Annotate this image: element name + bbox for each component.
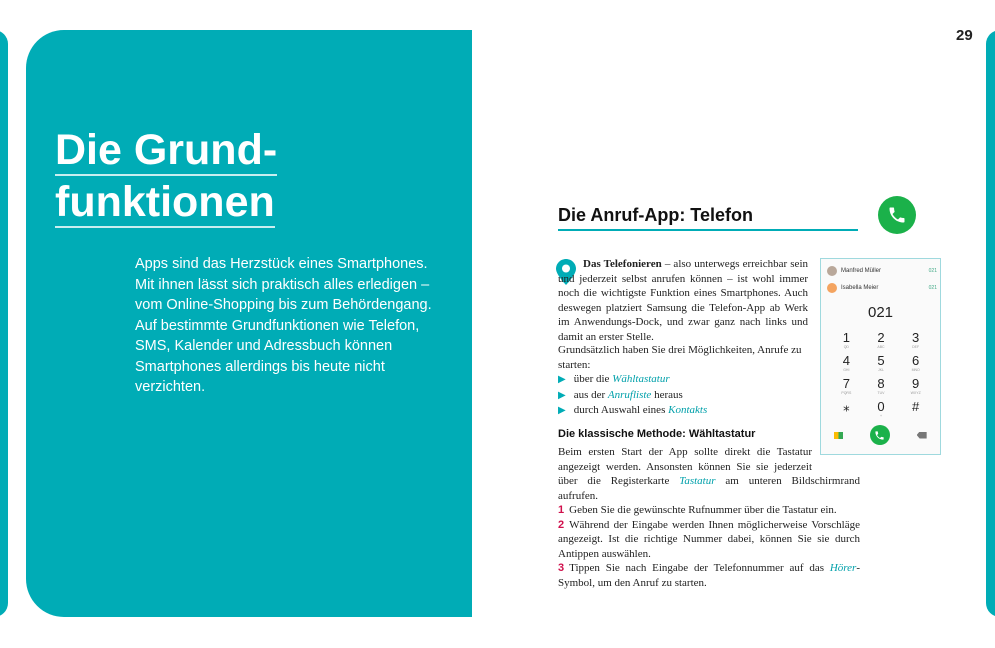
keypad-key: 4 GHI [842,353,850,372]
suggestion-contact: Manfred Müller 021 [827,266,937,276]
paragraph-intro: Das Telefonieren – also unterwegs erreichbar sein und jederzeit selbst anrufen können – ist wohl immer noch die wichtigste Funktion eines Smartphones. Auch deswegen platziert Samsung die Telefon-App ab Werk im Anwendungs-Dock, und zwar ganz nach links und damit an erster Stelle. [558,258,808,343]
phone-icon [878,196,916,234]
avatar [827,283,837,293]
keypad-key: 8 TUV [877,376,885,395]
section-heading: Die Anruf-App: Telefon [558,205,858,231]
keypad [829,331,933,419]
chapter-title: Die Grund- funktionen [55,126,278,226]
triangle-bullet-icon: ▶ [558,389,566,401]
bullet-list [558,372,808,419]
page-number: 29 [956,27,973,44]
step-item: 1 Geben Sie die gewünschte Rufnummer über die Tastatur ein. [558,504,837,516]
keypad-key: 7 PQRS [841,376,852,395]
avatar [827,266,837,276]
keypad-key: 9 WXYZ [910,376,921,395]
keypad-key: 1 QD [842,330,850,349]
keypad-key: 2 ABC [877,330,885,349]
steps-list [558,503,860,590]
keypad-key: # [912,399,920,414]
suggestion-contact: Isabella Meier 021 [827,283,937,293]
video-call-icon [834,432,843,439]
triangle-bullet-icon: ▶ [558,405,566,416]
keypad-key: ⁎ [843,399,850,414]
step-item: 2 Während der Eingabe werden Ihnen möglicherweise Vorschläge angezeigt. Ist die richtige Nummer dabei, können Sie sie durch Antippen auswählen. [558,518,860,560]
right-edge-tab [986,30,995,617]
step-item: 3 Tippen Sie nach Eingabe der Telefonnummer auf das Hörer-Symbol, um den Anruf zu starten. [558,562,860,589]
keypad-key: 6 MNO [911,353,920,372]
call-button-icon [870,425,890,445]
phone-dialer-screenshot [820,258,941,455]
list-item: ▶ über die Wähltastatur [558,373,670,385]
keypad-key: 0 + [877,399,885,418]
list-item: ▶ aus der Anrufliste heraus [558,388,683,401]
triangle-bullet-icon: ▶ [558,374,566,385]
paragraph-keypad: Beim ersten Start der App sollte direkt die Tastatur angezeigt werden. Ansonsten können Sie sie jederzeit über die Registerkarte Tastatur am unteren Bildschirmrand aufrufen. [558,446,860,502]
chapter-intro: Apps sind das Herzstück eines Smartphones. Mit ihnen lässt sich praktisch alles erledigen – vom Online-Shopping bis zum Behördengang. Auf bestimmte Grundfunktionen wie Telefon, SMS, Kalender und Adressbuch können Smartphones allerdings bis heute nicht verzichten. [135,256,432,395]
keypad-key: 3 DEF [912,330,920,349]
list-item: ▶ durch Auswahl eines Kontakts [558,404,708,416]
backspace-icon [917,432,927,439]
keypad-key: 5 JKL [877,353,885,372]
dialed-number: 021 [867,304,894,321]
left-edge-tab [0,30,8,617]
paragraph-options: Grundsätzlich haben Sie drei Möglichkeiten, Anrufe zu starten: [558,344,802,371]
dialer-actions [821,425,940,445]
subheading: Die klassische Methode: Wähltastatur [558,428,756,440]
